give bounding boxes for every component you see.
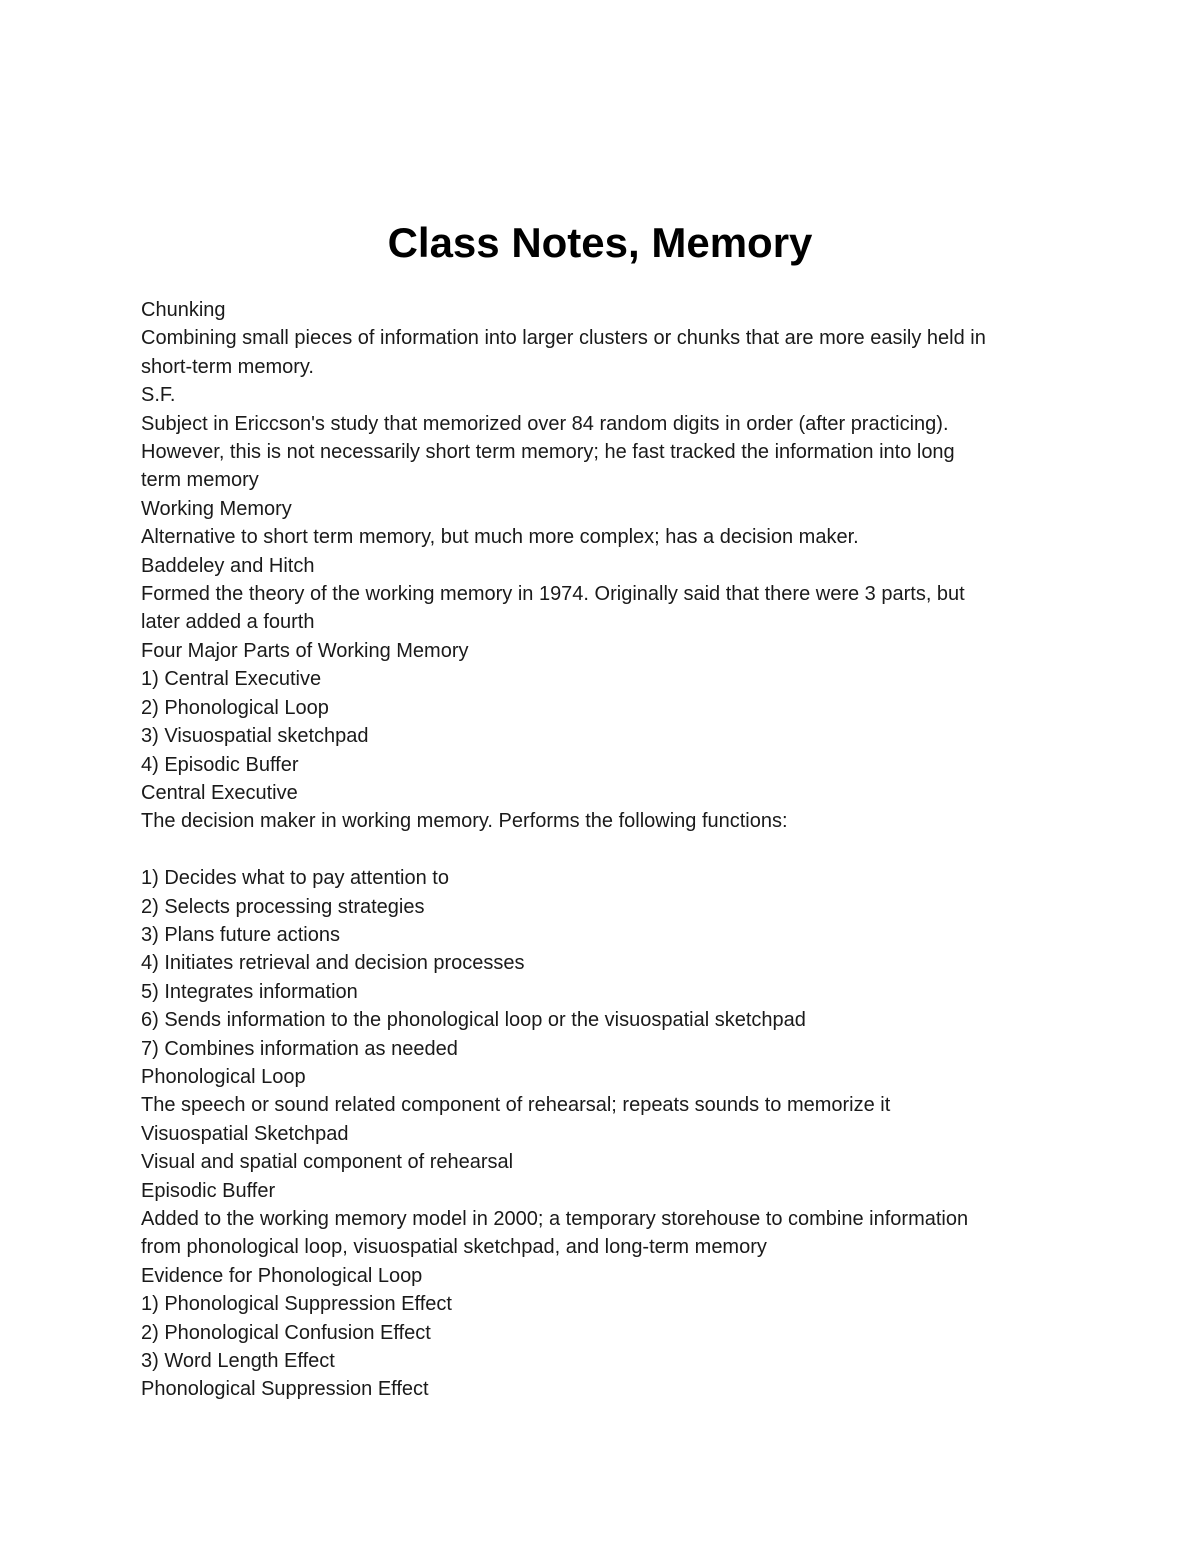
text-line: Formed the theory of the working memory in 1974. Originally said that there were 3 parts, but [141,583,965,606]
text-line: Central Executive [141,781,298,804]
text-line: Alternative to short term memory, but much more complex; has a decision maker. [141,526,859,549]
text-line: 2) Phonological Confusion Effect [141,1321,431,1344]
text-line: 3) Plans future actions [141,923,340,946]
text-line: However, this is not necessarily short term memory; he fast tracked the information into long [141,441,955,464]
text-line: Combining small pieces of information into larger clusters or chunks that are more easily held in [141,327,986,350]
text-line: Added to the working memory model in 2000; a temporary storehouse to combine information [141,1207,969,1230]
text-line: 5) Integrates information [141,980,358,1003]
text-line: 4) Episodic Buffer [141,753,299,776]
text-line: from phonological loop, visuospatial sketchpad, and long-term memory [141,1236,767,1259]
text-line: 2) Selects processing strategies [141,895,425,918]
text-line: Visual and spatial component of rehearsal [141,1151,514,1174]
text-line: The speech or sound related component of rehearsal; repeats sounds to memorize it [141,1094,891,1117]
text-line: Subject in Ericcson's study that memorized over 84 random digits in order (after practicing). [141,412,949,435]
text-line: short-term memory. [141,355,314,378]
text-line: 1) Decides what to pay attention to [141,867,449,890]
document-body [141,296,1066,1404]
text-line: Four Major Parts of Working Memory [141,639,469,662]
blank-line [141,836,1066,864]
text-line: term memory [141,469,259,492]
text-line: 1) Central Executive [141,668,322,691]
text-line: Working Memory [141,497,292,520]
text-line: 2) Phonological Loop [141,696,329,719]
text-line: 3) Visuospatial sketchpad [141,725,369,748]
text-line: Phonological Loop [141,1065,306,1088]
text-line: Phonological Suppression Effect [141,1378,429,1401]
text-line: Episodic Buffer [141,1179,276,1202]
text-line: later added a fourth [141,611,315,634]
text-line: 3) Word Length Effect [141,1350,335,1373]
text-line: Baddeley and Hitch [141,554,315,577]
text-line: 7) Combines information as needed [141,1037,458,1060]
text-line: Evidence for Phonological Loop [141,1264,423,1287]
text-line: 4) Initiates retrieval and decision processes [141,952,525,975]
text-line: The decision maker in working memory. Performs the following functions: [141,810,788,833]
text-line: 6) Sends information to the phonological loop or the visuospatial sketchpad [141,1009,806,1032]
text-line: Visuospatial Sketchpad [141,1122,349,1145]
document-title: Class Notes, Memory [387,219,813,266]
text-line: S.F. [141,384,176,407]
text-line: 1) Phonological Suppression Effect [141,1293,452,1316]
text-line: Chunking [141,299,226,321]
